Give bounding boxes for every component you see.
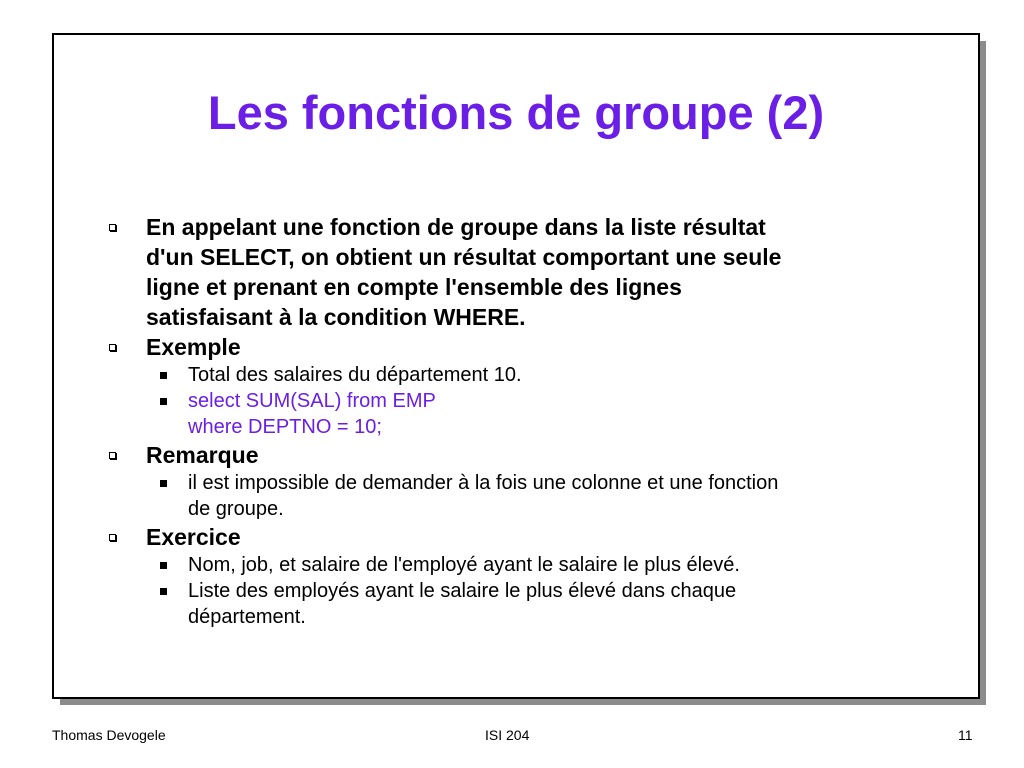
sub-bullet bbox=[104, 578, 964, 630]
bullet-heading: Exercice bbox=[146, 524, 241, 550]
hollow-square-bullet-icon bbox=[109, 224, 116, 231]
sub-bullet-line: département. bbox=[188, 606, 306, 628]
sub-bullet-code bbox=[104, 388, 964, 440]
filled-square-bullet-icon bbox=[160, 588, 167, 595]
footer-course: ISI 204 bbox=[485, 727, 530, 743]
slide-content bbox=[104, 212, 964, 630]
sub-bullet bbox=[104, 362, 964, 388]
sub-bullet-line: Total des salaires du département 10. bbox=[188, 364, 522, 386]
bullet-line: d'un SELECT, on obtient un résultat comportant une seule bbox=[146, 244, 782, 270]
sub-bullet-line: Nom, job, et salaire de l'employé ayant le salaire le plus élevé. bbox=[188, 554, 740, 576]
code-line: select SUM(SAL) from EMP bbox=[188, 390, 436, 412]
sub-bullet-line: Liste des employés ayant le salaire le plus élevé dans chaque bbox=[188, 580, 737, 602]
filled-square-bullet-icon bbox=[160, 480, 167, 487]
hollow-square-bullet-icon bbox=[109, 344, 116, 351]
bullet-line: ligne et prenant en compte l'ensemble des lignes bbox=[146, 274, 682, 300]
hollow-square-bullet-icon bbox=[109, 452, 116, 459]
code-line: where DEPTNO = 10; bbox=[188, 416, 382, 438]
filled-square-bullet-icon bbox=[160, 398, 167, 405]
bullet-line: En appelant une fonction de groupe dans la liste résultat bbox=[146, 214, 766, 240]
slide-title: Les fonctions de groupe (2) bbox=[207, 86, 825, 139]
filled-square-bullet-icon bbox=[160, 562, 167, 569]
sub-bullet-line: il est impossible de demander à la fois une colonne et une fonction bbox=[188, 472, 779, 494]
sub-bullet bbox=[104, 552, 964, 578]
footer-page-number: 11 bbox=[958, 727, 973, 743]
bullet-heading: Exemple bbox=[146, 334, 241, 360]
bullet-intro bbox=[104, 212, 964, 332]
bullet-exemple bbox=[104, 332, 964, 362]
sub-bullet bbox=[104, 470, 964, 522]
bullet-heading: Remarque bbox=[146, 442, 259, 468]
bullet-line: satisfaisant à la condition WHERE. bbox=[146, 304, 526, 330]
footer-author: Thomas Devogele bbox=[52, 727, 166, 743]
slide-frame bbox=[52, 33, 980, 699]
filled-square-bullet-icon bbox=[160, 372, 167, 379]
hollow-square-bullet-icon bbox=[109, 534, 116, 541]
bullet-exercice bbox=[104, 522, 964, 552]
bullet-remarque bbox=[104, 440, 964, 470]
sub-bullet-line: de groupe. bbox=[188, 498, 284, 520]
